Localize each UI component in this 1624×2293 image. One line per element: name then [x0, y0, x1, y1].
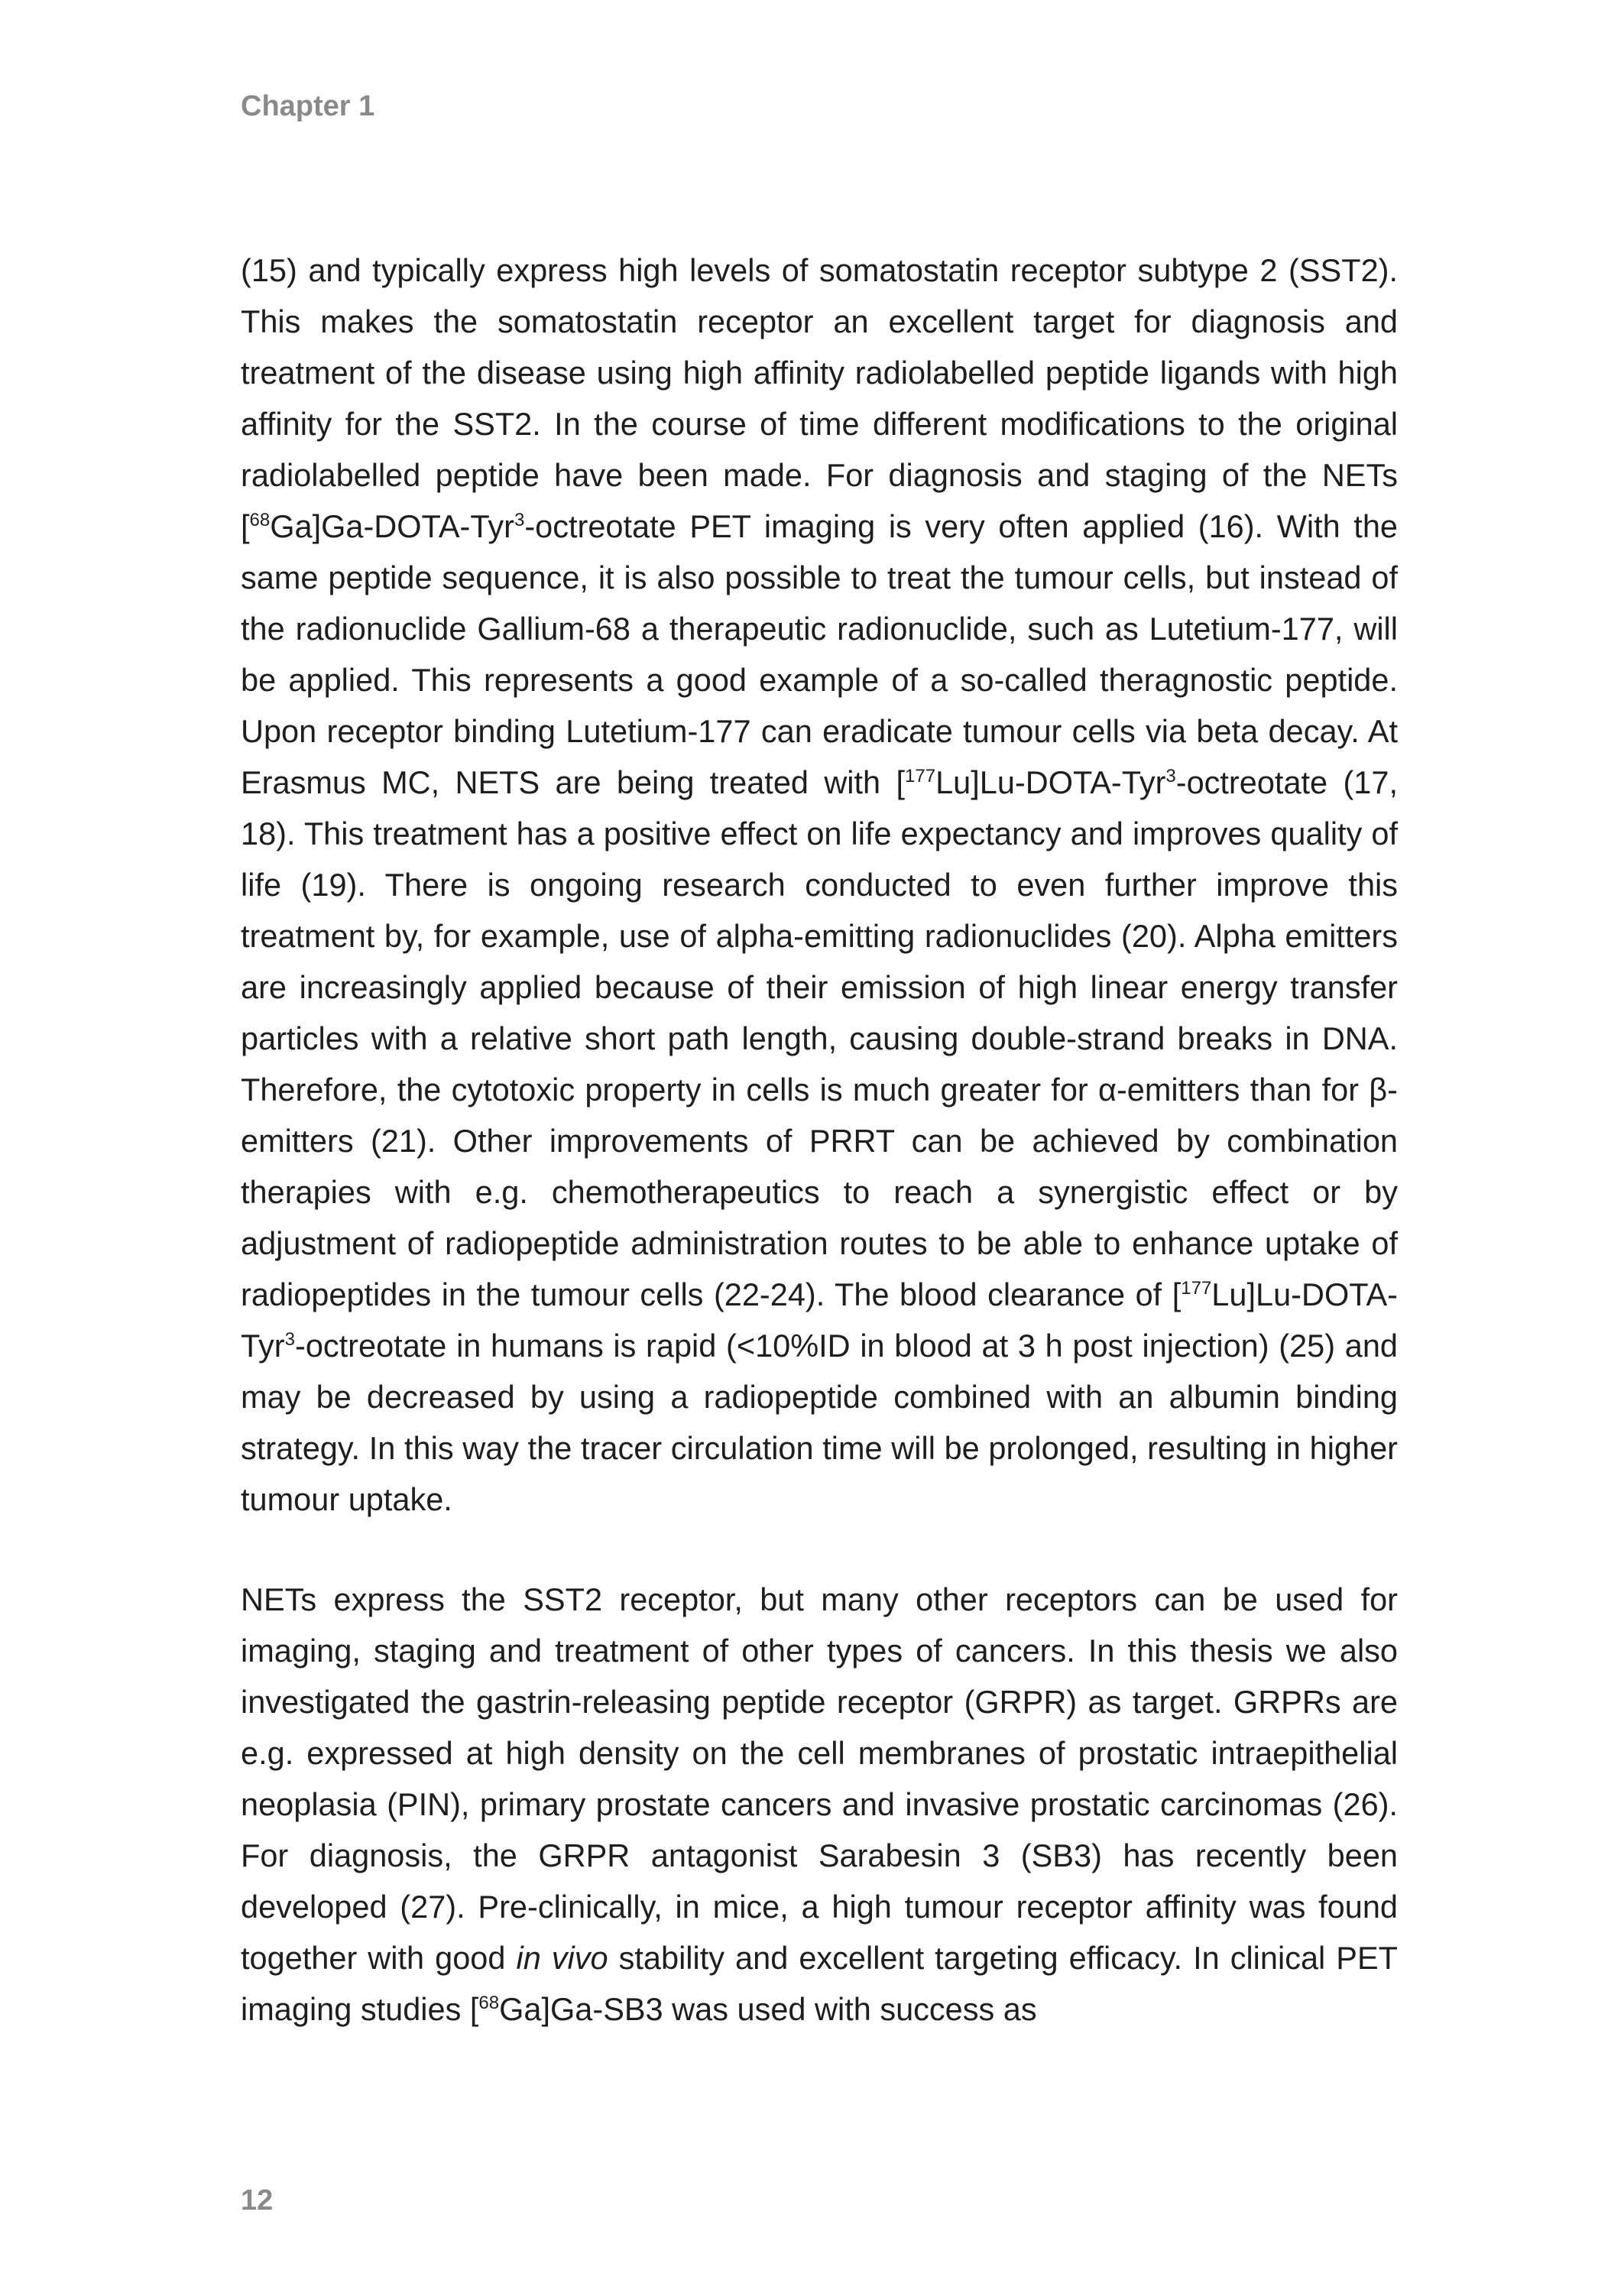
- body-text: [241, 245, 1398, 2035]
- page-number: 12: [241, 2184, 274, 2217]
- superscript: 177: [905, 766, 936, 787]
- text-run: -octreotate PET imaging is very often applied (16). With the same peptide sequence, it is also possible to treat the tumour cells, but instead of the radionuclide Gallium-68 a therapeutic radionuclide, such as Lutetium-177, will be applied. This represents a good example of a so-called theragnostic peptide. Upon receptor binding Lutetium-177 can eradicate tumour cells via beta decay. At Erasmus MC, NETS are being treated with [: [241, 508, 1398, 800]
- text-run: Ga]Ga-SB3 was used with success as: [499, 1991, 1037, 2027]
- text-run: Lu]Lu-DOTA-Tyr: [935, 764, 1166, 800]
- superscript: 3: [514, 510, 525, 531]
- italic-term: in vivo: [516, 1940, 608, 1976]
- paragraph-grpr-target: [241, 1574, 1398, 2035]
- text-run: stability and excellent targeting efficacy. In clinical PET imaging studies [: [241, 1940, 1398, 2027]
- text-run: (15) and typically express high levels of somatostatin receptor subtype 2 (SST2). This makes the somatostatin receptor an excellent target for diagnosis and treatment of the disease using high affinity radiolabelled peptide ligands with high affinity for the SST2. In the course of time different modifications to the original radiolabelled peptide have been made. For diagnosis and staging of the NETs [: [241, 252, 1398, 544]
- running-header: Chapter 1: [241, 90, 375, 122]
- text-run: Lu]Lu-DOTA-Tyr: [241, 1276, 1398, 1364]
- text-run: NETs express the SST2 receptor, but many other receptors can be used for imaging, staging and treatment of other types of cancers. In this thesis we also investigated the gastrin-releasing peptide receptor (GRPR) as target. GRPRs are e.g. expressed at high density on the cell membranes of prostatic intraepithelial neoplasia (PIN), primary prostate cancers and invasive prostatic carcinomas (26). For diagnosis, the GRPR antagonist Sarabesin 3 (SB3) has recently been developed (27). Pre-clinically, in mice, a high tumour receptor affinity was found together with good: [241, 1581, 1398, 1976]
- text-run: Ga]Ga-DOTA-Tyr: [270, 508, 514, 544]
- superscript: 68: [249, 510, 271, 531]
- paragraph-prrt-treatment: [241, 245, 1398, 1525]
- superscript: 68: [478, 1993, 500, 2014]
- text-run: -octreotate (17, 18). This treatment has a positive effect on life expectancy and improves quality of life (19). There is ongoing research conducted to even further improve this treatment by, for example, use of alpha-emitting radionuclides (20). Alpha emitters are increasingly applied because of their emission of high linear energy transfer particles with a relative short path length, causing double-strand breaks in DNA. Therefore, the cytotoxic property in cells is much greater for α-emitters than for β-emitters (21). Other improvements of PRRT can be achieved by combination therapies with e.g. chemotherapeutics to reach a synergistic effect or by adjustment of radiopeptide administration routes to be able to enhance uptake of radiopeptides in the tumour cells (22-24). The blood clearance of [: [241, 764, 1398, 1312]
- superscript: 3: [1165, 766, 1176, 787]
- superscript: 177: [1181, 1278, 1212, 1299]
- text-run: -octreotate in humans is rapid (<10%ID in blood at 3 h post injection) (25) and may be decreased by using a radiopeptide combined with an albumin binding strategy. In this way the tracer circulation time will be prolonged, resulting in higher tumour uptake.: [241, 1328, 1398, 1517]
- superscript: 3: [284, 1329, 295, 1351]
